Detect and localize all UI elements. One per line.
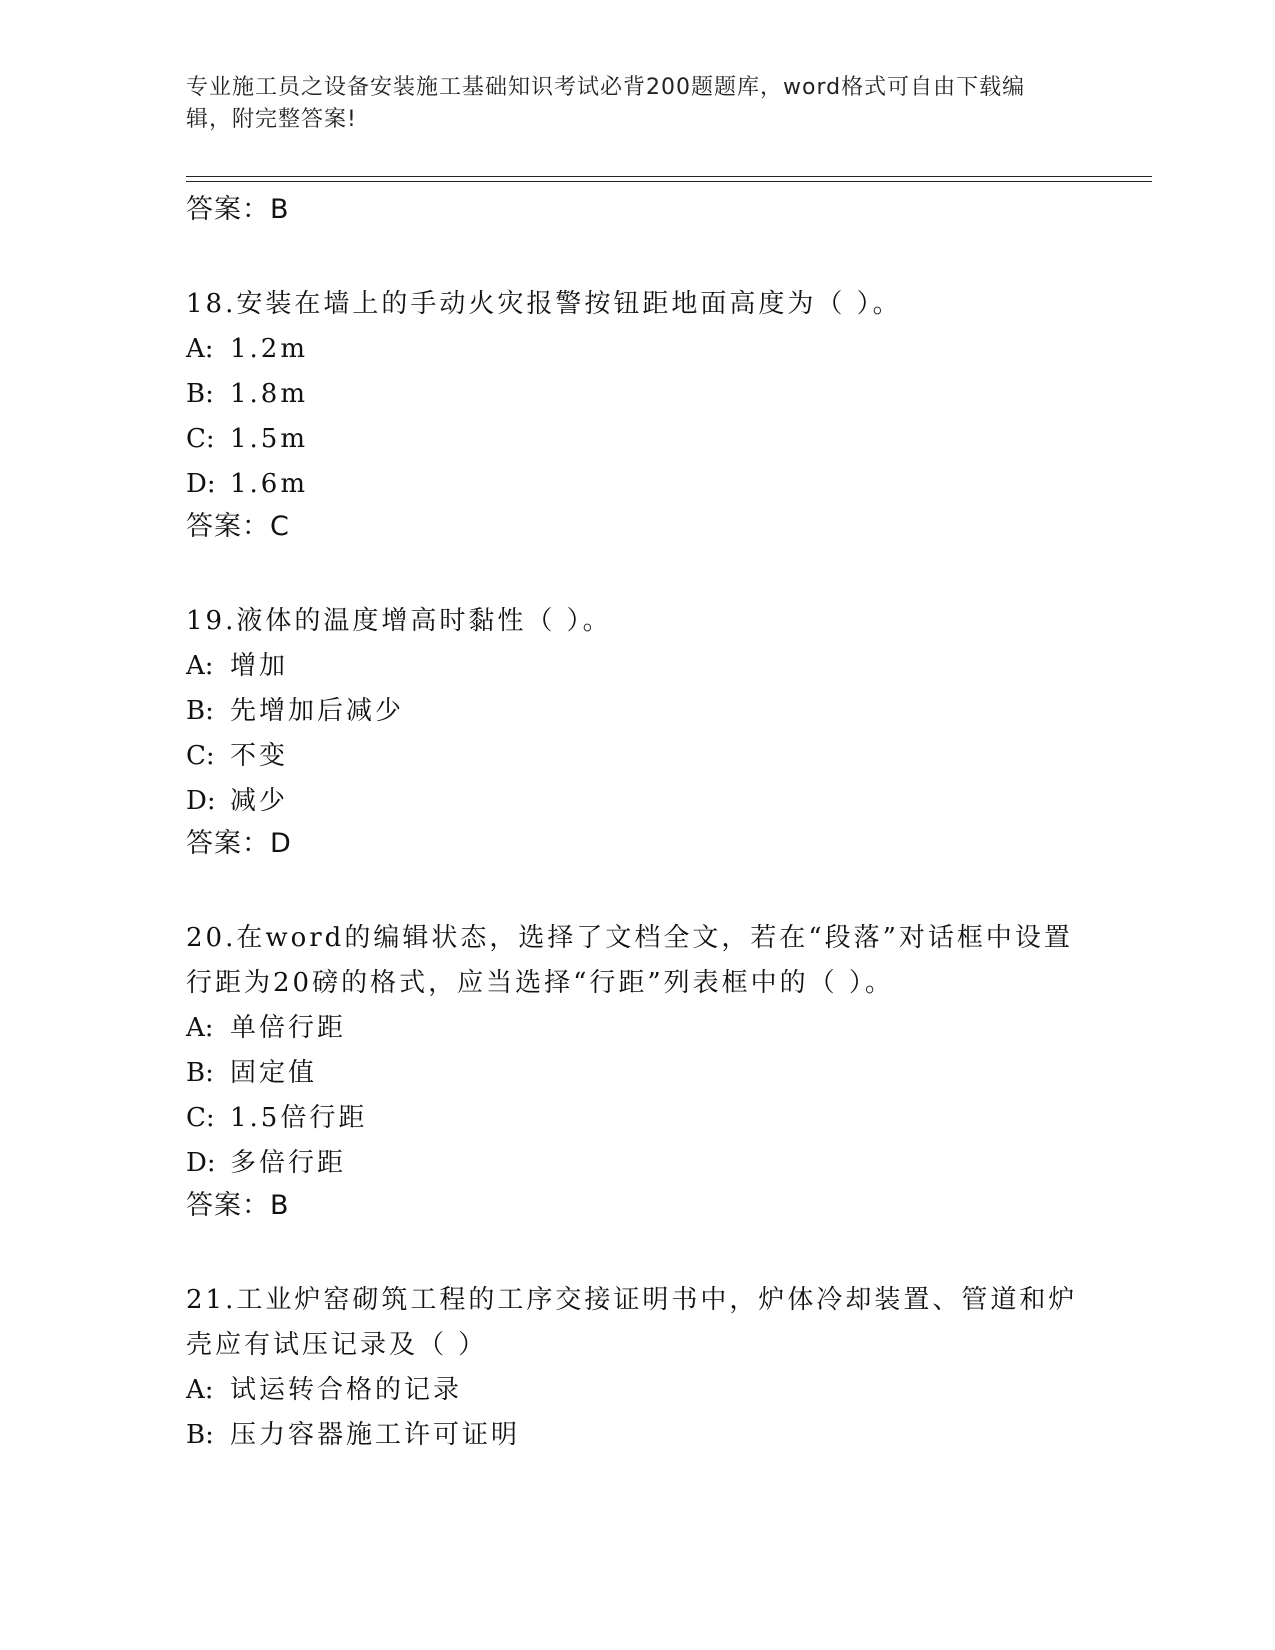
document-header: 专业施工员之设备安装施工基础知识考试必背200题题库，word格式可自由下载编辑，附完整答案!: [186, 75, 1026, 132]
header-rule-bottom: [186, 181, 1152, 182]
header-rule-top: [186, 176, 1152, 177]
option-text: 多倍行距: [230, 1148, 347, 1178]
option-a: [186, 644, 1086, 689]
question-21: [186, 1278, 1086, 1458]
option-text: 先增加后减少: [230, 696, 405, 726]
question-stem: 21.工业炉窑砌筑工程的工序交接证明书中，炉体冷却装置、管道和炉壳应有试压记录及（ ）: [186, 1285, 1078, 1360]
answer-label: 答案：C: [186, 511, 290, 542]
option-c: [186, 1096, 1086, 1141]
option-b: [186, 689, 1086, 734]
question-stem: 20.在word的编辑状态，选择了文档全文，若在“段落”对话框中设置行距为20磅的格式，应当选择“行距”列表框中的（ ）。: [186, 923, 1073, 998]
option-d: [186, 462, 1086, 507]
answer-label: 答案：B: [186, 194, 290, 225]
question-stem: 18.安装在墙上的手动火灾报警按钮距地面高度为（ ）。: [186, 289, 902, 319]
answer-label: 答案：D: [186, 828, 292, 859]
option-key: B:: [186, 1058, 214, 1088]
option-a: [186, 1006, 1086, 1051]
option-key: A:: [186, 1375, 214, 1405]
option-c: [186, 417, 1086, 462]
answer-label: 答案：B: [186, 1190, 290, 1221]
option-key: A:: [186, 334, 214, 364]
option-key: A:: [186, 651, 214, 681]
question-list: [186, 190, 1086, 1458]
option-key: D:: [186, 469, 216, 499]
option-text: 1.2m: [230, 334, 309, 364]
option-key: B:: [186, 1420, 214, 1450]
option-key: D:: [186, 1148, 216, 1178]
option-text: 1.8m: [230, 379, 309, 409]
option-text: 1.6m: [230, 469, 309, 499]
option-a: [186, 327, 1086, 372]
option-key: C:: [186, 1103, 215, 1133]
option-b: [186, 372, 1086, 417]
option-b: [186, 1413, 1086, 1458]
option-d: [186, 779, 1086, 824]
option-key: D:: [186, 786, 216, 816]
question-20: [186, 916, 1086, 1226]
option-c: [186, 734, 1086, 779]
option-key: C:: [186, 741, 215, 771]
option-text: 压力容器施工许可证明: [230, 1420, 521, 1450]
question-stem: 19.液体的温度增高时黏性（ ）。: [186, 606, 612, 636]
option-text: 单倍行距: [230, 1013, 347, 1043]
option-a: [186, 1368, 1086, 1413]
option-text: 1.5倍行距: [230, 1103, 368, 1133]
option-b: [186, 1051, 1086, 1096]
option-key: C:: [186, 424, 215, 454]
option-text: 不变: [230, 741, 289, 771]
option-text: 试运转合格的记录: [230, 1375, 463, 1405]
question-19: [186, 599, 1086, 864]
option-text: 减少: [230, 786, 289, 816]
option-key: B:: [186, 696, 214, 726]
option-text: 增加: [230, 651, 289, 681]
option-text: 固定值: [230, 1058, 318, 1088]
option-d: [186, 1141, 1086, 1186]
option-key: B:: [186, 379, 214, 409]
option-key: A:: [186, 1013, 214, 1043]
question-18: [186, 282, 1086, 547]
option-text: 1.5m: [230, 424, 309, 454]
